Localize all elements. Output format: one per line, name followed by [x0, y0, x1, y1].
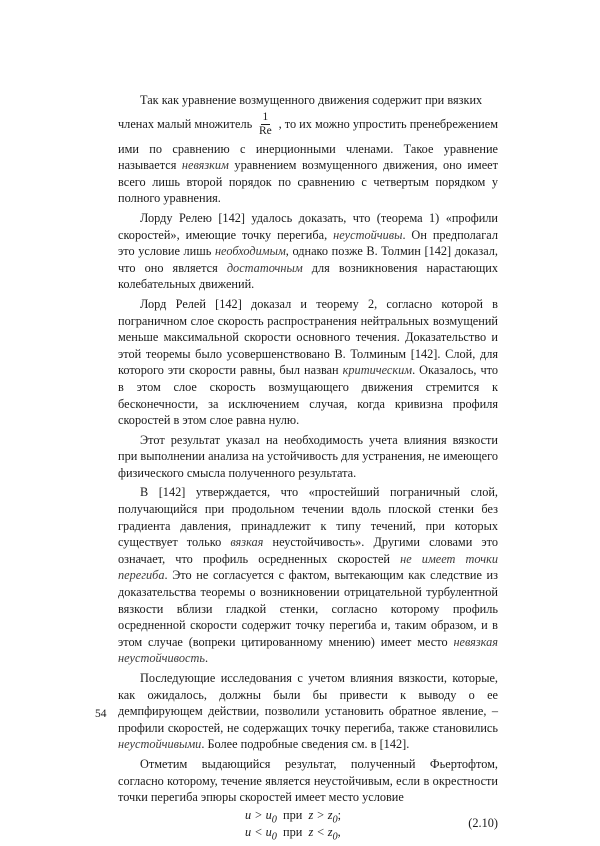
paragraph-5: В [142] утверждается, что «простейший пограничный слой, получающийся при продольном течении вдоль плоской стенки без градиента давления, принадлежит к типу течений, при которых существует только вязкая неустойчивость». Другими словами это означает, что профиль осредненных скоростей не имеет точки перегиба. Это не согласуется с фактом, вытекающим как следствие из доказательства теоремы о возникновении отрицательной турбулентной вязкости вблизи гладкой стенки, согласно которому профиль осредненной скорости содержит точку перегиба и, таким образом, и в этом случае (вопреки цитированному мнению) имеет место невязкая неустойчивость.: [118, 485, 499, 666]
paragraph-4: Этот результат указал на необходимость учета влияния вязкости при выполнении анализа на устойчивость для устранения, не имеющего физического смысла полученного результата.: [118, 432, 498, 480]
equation-number: (2.10): [468, 815, 498, 830]
page-number: 54: [95, 708, 107, 720]
body-text: [118, 92, 498, 841]
equation-2-10: [118, 807, 498, 841]
equation-line-2: $u < u_0$ при $z < z_0$,: [245, 824, 341, 843]
paragraph-1-cont: ими по сравнению с инерционными членами. Такое уравнение называется невязким уравнением возмущенного движения, оно имеет всего лишь второй порядок по сравнению с четвертым порядком у полного уравнения.: [118, 141, 498, 206]
paragraph-3: Лорд Релей [142] доказал и теорему 2, согласно которой в пограничном слое скорость распространения нейтральных возмущений меньше максимальной скорости основного течения. Доказательство и этой теоремы было усовершенствовано В. Толминым [142]. Слой, для которого эти скорости равны, был назван критическим. Оказалось, что в этом слое скорость возмущающего движения стремится к бесконечности, за исключением случая, когда кривизна профиля скоростей в этом слое равна нулю.: [118, 296, 498, 428]
equation-line-1: $u > u_0$ при $z > z_0$;: [245, 807, 342, 826]
fraction-1-over-re: $\frac{1}{Re}$: [259, 111, 272, 138]
paragraph-6: Последующие исследования с учетом влияния вязкости, которые, как ожидалось, должны были бы привести к выводу о ее демпфирующем действии, позволили установить обратное явление, – профили скоростей, не содержащих точку перегиба, также становились неустойчивыми. Более подробные сведения см. в [142].: [118, 671, 498, 752]
fraction-line: членах малый множитель $\frac{1}{Re}$ , то их можно упростить пренебрежением: [118, 111, 498, 138]
paragraph-7: Отметим выдающийся результат, полученный Фьертофтом, согласно которому, течение является неустойчивым, если в окрестности точки перегиба эпюры скоростей имеет место условие: [118, 756, 498, 805]
paragraph-1: Так как уравнение возмущенного движения содержит при вязких: [140, 93, 483, 107]
paragraph-2: Лорду Релею [142] удалось доказать, что (теорема 1) «профили скоростей», имеющие точку перегиба, неустойчивы. Он предполагал это условие лишь необходимым, однако позже В. Толмин [142] доказал, что оно является достаточным для возникновения нарастающих колебательных движений.: [118, 210, 499, 292]
